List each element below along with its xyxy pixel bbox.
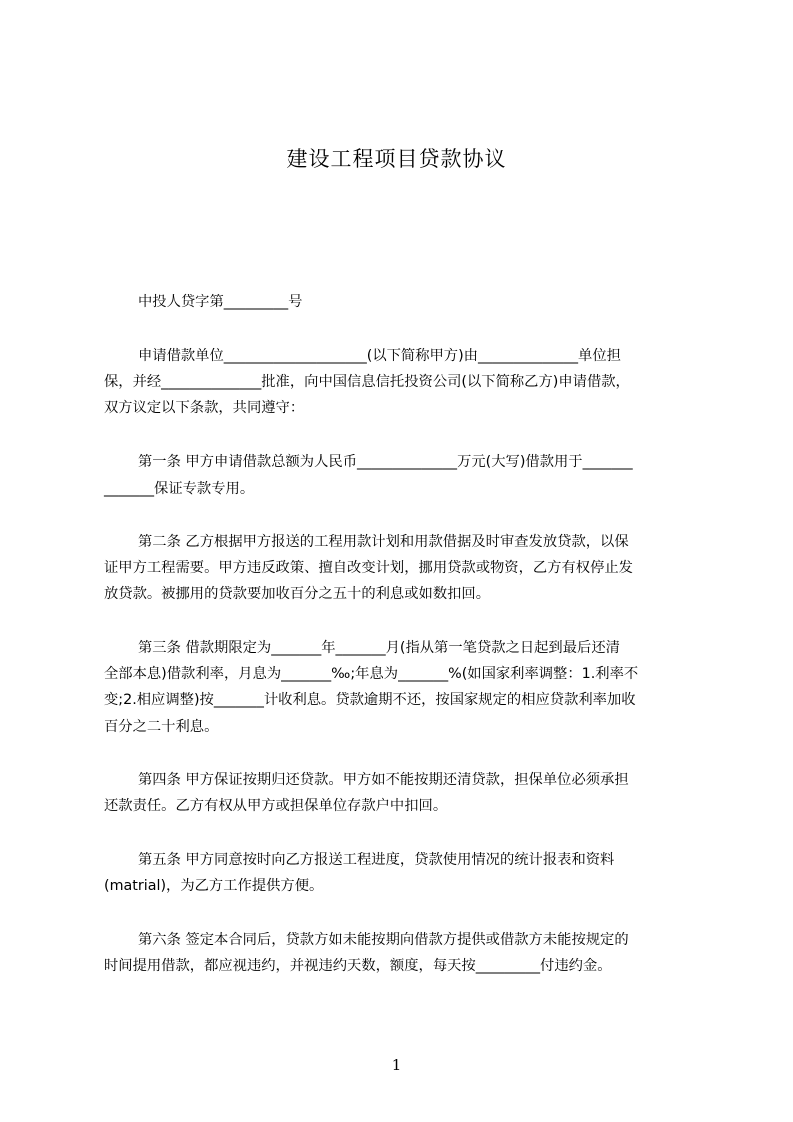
article-3-line-1: 第三条 借款期限定为_______年_______月(指从第一笔贷款之日起到最后还清 [138, 640, 620, 656]
article-1-line-2: _______保证专款专用。 [104, 481, 255, 497]
article-2-line-1: 第二条 乙方根据甲方报送的工程用款计划和用款借据及时审查发放贷款，以保 [138, 534, 629, 550]
article-4-line-2: 还款责任。乙方有权从甲方或担保单位存款户中扣回。 [104, 798, 448, 814]
intro-line-1: 申请借款单位____________________(以下简称甲方)由______________单位担 [138, 348, 621, 364]
document-title: 建设工程项目贷款协议 [286, 147, 507, 171]
article-3-line-4: 百分之二十利息。 [104, 719, 219, 735]
article-6-line-1: 第六条 签定本合同后，贷款方如未能按期向借款方提供或借款方未能按规定的 [138, 932, 629, 948]
article-3-line-2: 全部本息)借款利率，月息为_______‰;年息为_______%(如国家利率调整：1.利率不 [104, 666, 639, 682]
article-1-line-1: 第一条 甲方申请借款总额为人民币______________万元(大写)借款用于_______ [138, 454, 633, 470]
article-6-line-2: 时间提用借款，都应视违约，并视违约天数，额度，每天按_________付违约金。 [104, 958, 612, 974]
article-3-line-3: 变;2.相应调整)按_______计收利息。贷款逾期不还，按国家规定的相应贷款利率加收 [104, 692, 636, 708]
article-5-line-1: 第五条 甲方同意按时向乙方报送工程进度，贷款使用情况的统计报表和资料 [138, 852, 615, 868]
article-2-line-2: 证甲方工程需要。甲方违反政策、擅自改变计划，挪用贷款或物资，乙方有权停止发 [104, 560, 633, 576]
intro-line-3: 双方议定以下条款，共同遵守： [104, 400, 305, 416]
article-2-line-3: 放贷款。被挪用的贷款要加收百分之五十的利息或如数扣回。 [104, 586, 491, 602]
page-number: 1 [391, 1056, 402, 1074]
article-5-line-2: (matrial)，为乙方工作提供方便。 [104, 878, 324, 894]
article-4-line-1: 第四条 甲方保证按期归还贷款。甲方如不能按期还清贷款，担保单位必须承担 [138, 772, 629, 788]
intro-line-2: 保，并经______________批准，向中国信息信托投资公司(以下简称乙方)申请借款， [104, 374, 630, 390]
reference-number-line: 中投人贷字第_________号 [138, 294, 303, 310]
